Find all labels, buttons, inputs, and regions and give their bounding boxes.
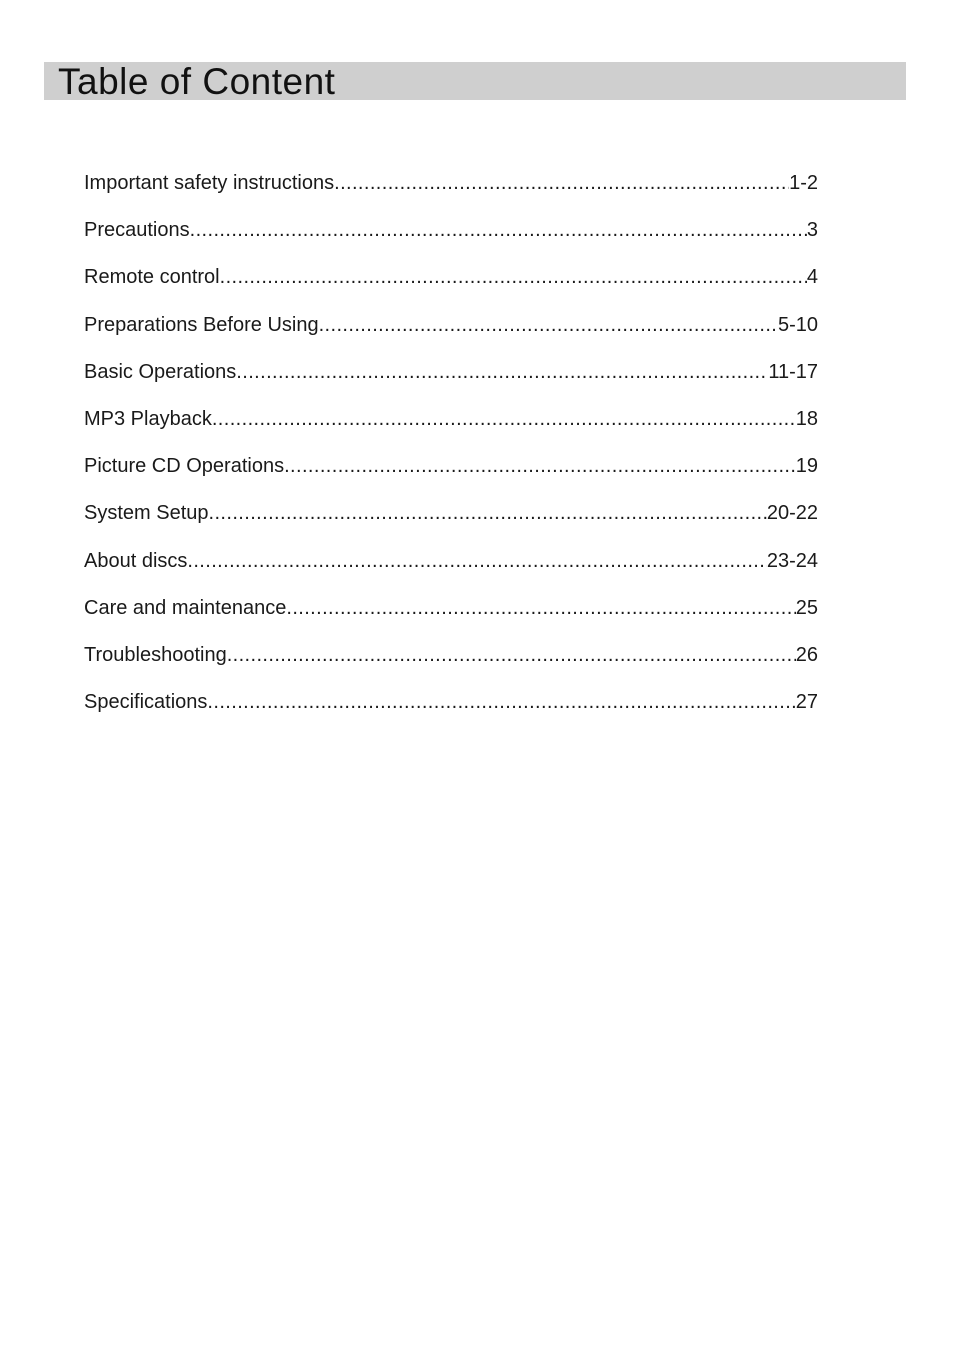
dot-leader: [236, 361, 768, 384]
dot-leader: [286, 597, 795, 620]
dot-leader: [220, 266, 807, 289]
table-of-contents: [84, 172, 818, 738]
toc-entry-label: Precautions: [84, 219, 190, 242]
toc-entry[interactable]: [84, 691, 818, 738]
page-title: Table of Content: [58, 61, 336, 102]
toc-entry-label: Remote control: [84, 266, 220, 289]
toc-entry-label: Picture CD Operations: [84, 455, 285, 478]
toc-entry-label: System Setup: [84, 502, 209, 525]
dot-leader: [207, 691, 795, 714]
toc-entry-page: 25: [795, 596, 818, 619]
toc-entry-label: Basic Operations: [84, 360, 237, 383]
dot-leader: [334, 172, 789, 195]
dot-leader: [190, 219, 807, 242]
toc-entry[interactable]: [84, 455, 818, 502]
dot-leader: [227, 644, 796, 667]
toc-entry-page: 23-24: [766, 549, 818, 572]
toc-entry-label: About discs: [84, 549, 188, 572]
toc-entry-page: 5-10: [777, 313, 818, 336]
toc-entry-page: 4: [806, 266, 818, 289]
toc-entry[interactable]: [84, 314, 818, 361]
toc-entry-label: Specifications: [84, 691, 208, 714]
toc-entry[interactable]: [84, 502, 818, 549]
dot-leader: [319, 314, 778, 337]
toc-entry[interactable]: [84, 408, 818, 455]
title-bar: [44, 62, 906, 100]
toc-entry-page: 26: [795, 643, 818, 666]
toc-entry-page: 3: [806, 219, 818, 242]
toc-entry-label: Care and maintenance: [84, 596, 287, 619]
toc-entry-page: 11-17: [768, 360, 818, 383]
dot-leader: [187, 550, 766, 573]
toc-entry[interactable]: [84, 361, 818, 408]
toc-entry-page: 18: [795, 407, 818, 430]
toc-entry[interactable]: [84, 219, 818, 266]
toc-entry[interactable]: [84, 597, 818, 644]
toc-entry-page: 1-2: [789, 172, 818, 194]
toc-entry[interactable]: [84, 172, 818, 219]
toc-entry[interactable]: [84, 644, 818, 691]
dot-leader: [212, 408, 796, 431]
toc-entry-label: MP3 Playback: [84, 407, 212, 430]
toc-entry-label: Important safety instructions: [84, 172, 335, 194]
toc-entry-page: 19: [795, 455, 818, 478]
toc-entry-page: 27: [795, 691, 818, 714]
toc-entry[interactable]: [84, 266, 818, 313]
toc-entry-label: Preparations Before Using: [84, 313, 319, 336]
toc-entry-page: 20-22: [766, 502, 818, 525]
dot-leader: [209, 502, 767, 525]
dot-leader: [284, 455, 796, 478]
toc-entry-label: Troubleshooting: [84, 643, 227, 666]
toc-entry[interactable]: [84, 550, 818, 597]
